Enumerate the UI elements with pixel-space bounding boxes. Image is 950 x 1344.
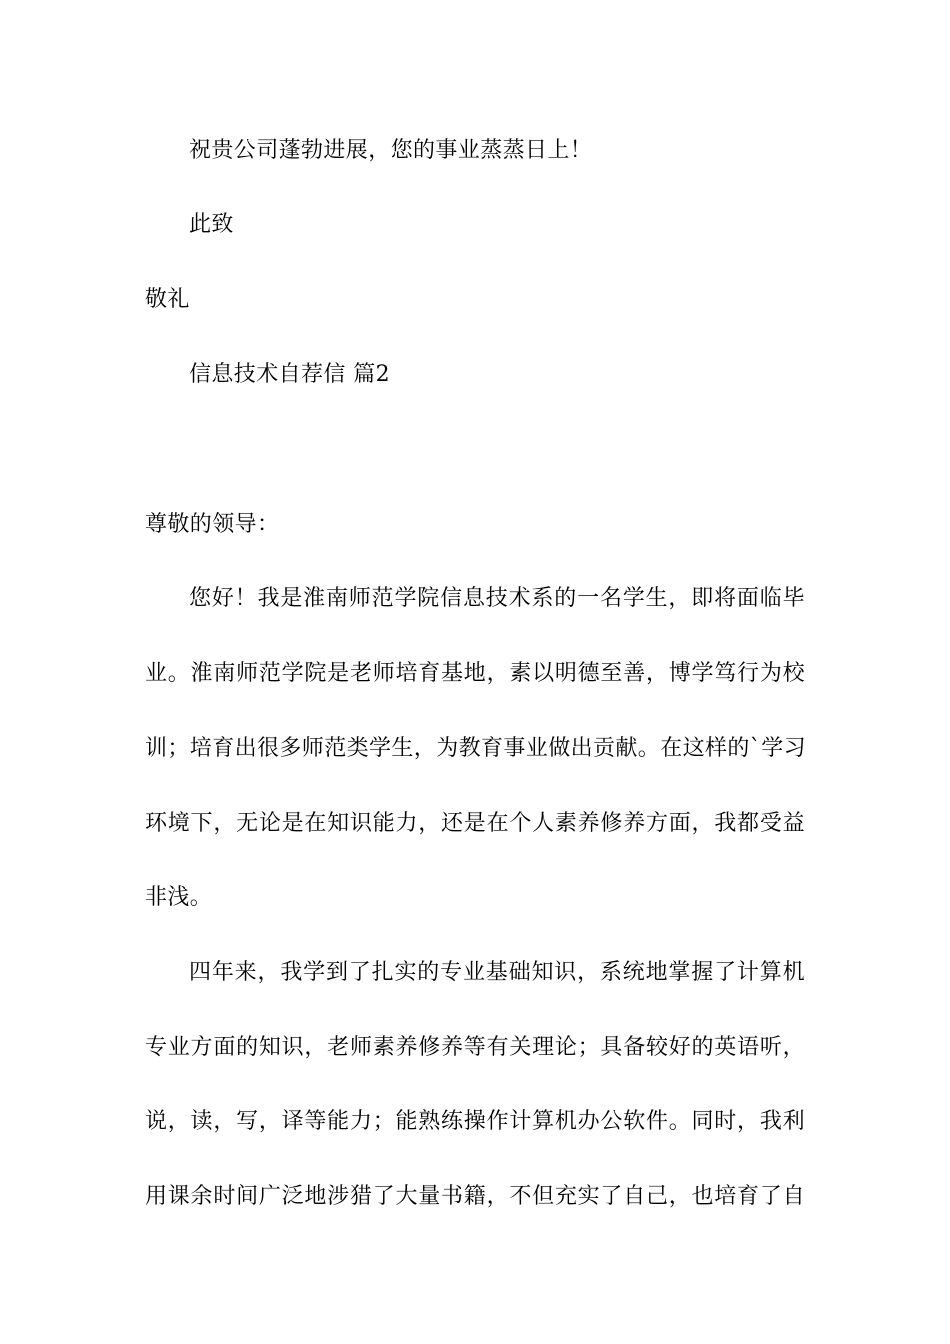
paragraph2-line: 专业方面的知识，老师素养修养等有关理论；具备较好的英语听， <box>145 1035 805 1060</box>
paragraph1-line: 您好！我是淮南师范学院信息技术系的一名学生，即将面临毕 <box>189 586 805 611</box>
paragraph1-line: 环境下，无论是在知识能力，还是在个人素养修养方面，我都受益 <box>145 811 805 836</box>
paragraph1-line: 非浅。 <box>145 885 213 910</box>
paragraph2-line: 四年来，我学到了扎实的专业基础知识，系统地掌握了计算机 <box>189 960 805 985</box>
section-title: 信息技术自荐信 篇2 <box>189 362 390 387</box>
paragraph1-line: 训；培育出很多师范类学生，为教育事业做出贡献。在这样的`学习 <box>145 736 807 761</box>
paragraph1-line: 业。淮南师范学院是老师培育基地，素以明德至善，博学笃行为校 <box>145 661 805 686</box>
closing-ci-zhi: 此致 <box>189 212 234 237</box>
closing-jing-li: 敬礼 <box>145 287 190 312</box>
closing-wish: 祝贵公司蓬勃进展，您的事业蒸蒸日上！ <box>189 138 593 163</box>
paragraph2-line: 用课余时间广泛地涉猎了大量书籍，不但充实了自己，也培育了自 <box>145 1184 805 1209</box>
paragraph2-line: 说，读，写，译等能力；能熟练操作计算机办公软件。同时，我利 <box>145 1109 805 1134</box>
salutation: 尊敬的领导： <box>145 512 280 537</box>
